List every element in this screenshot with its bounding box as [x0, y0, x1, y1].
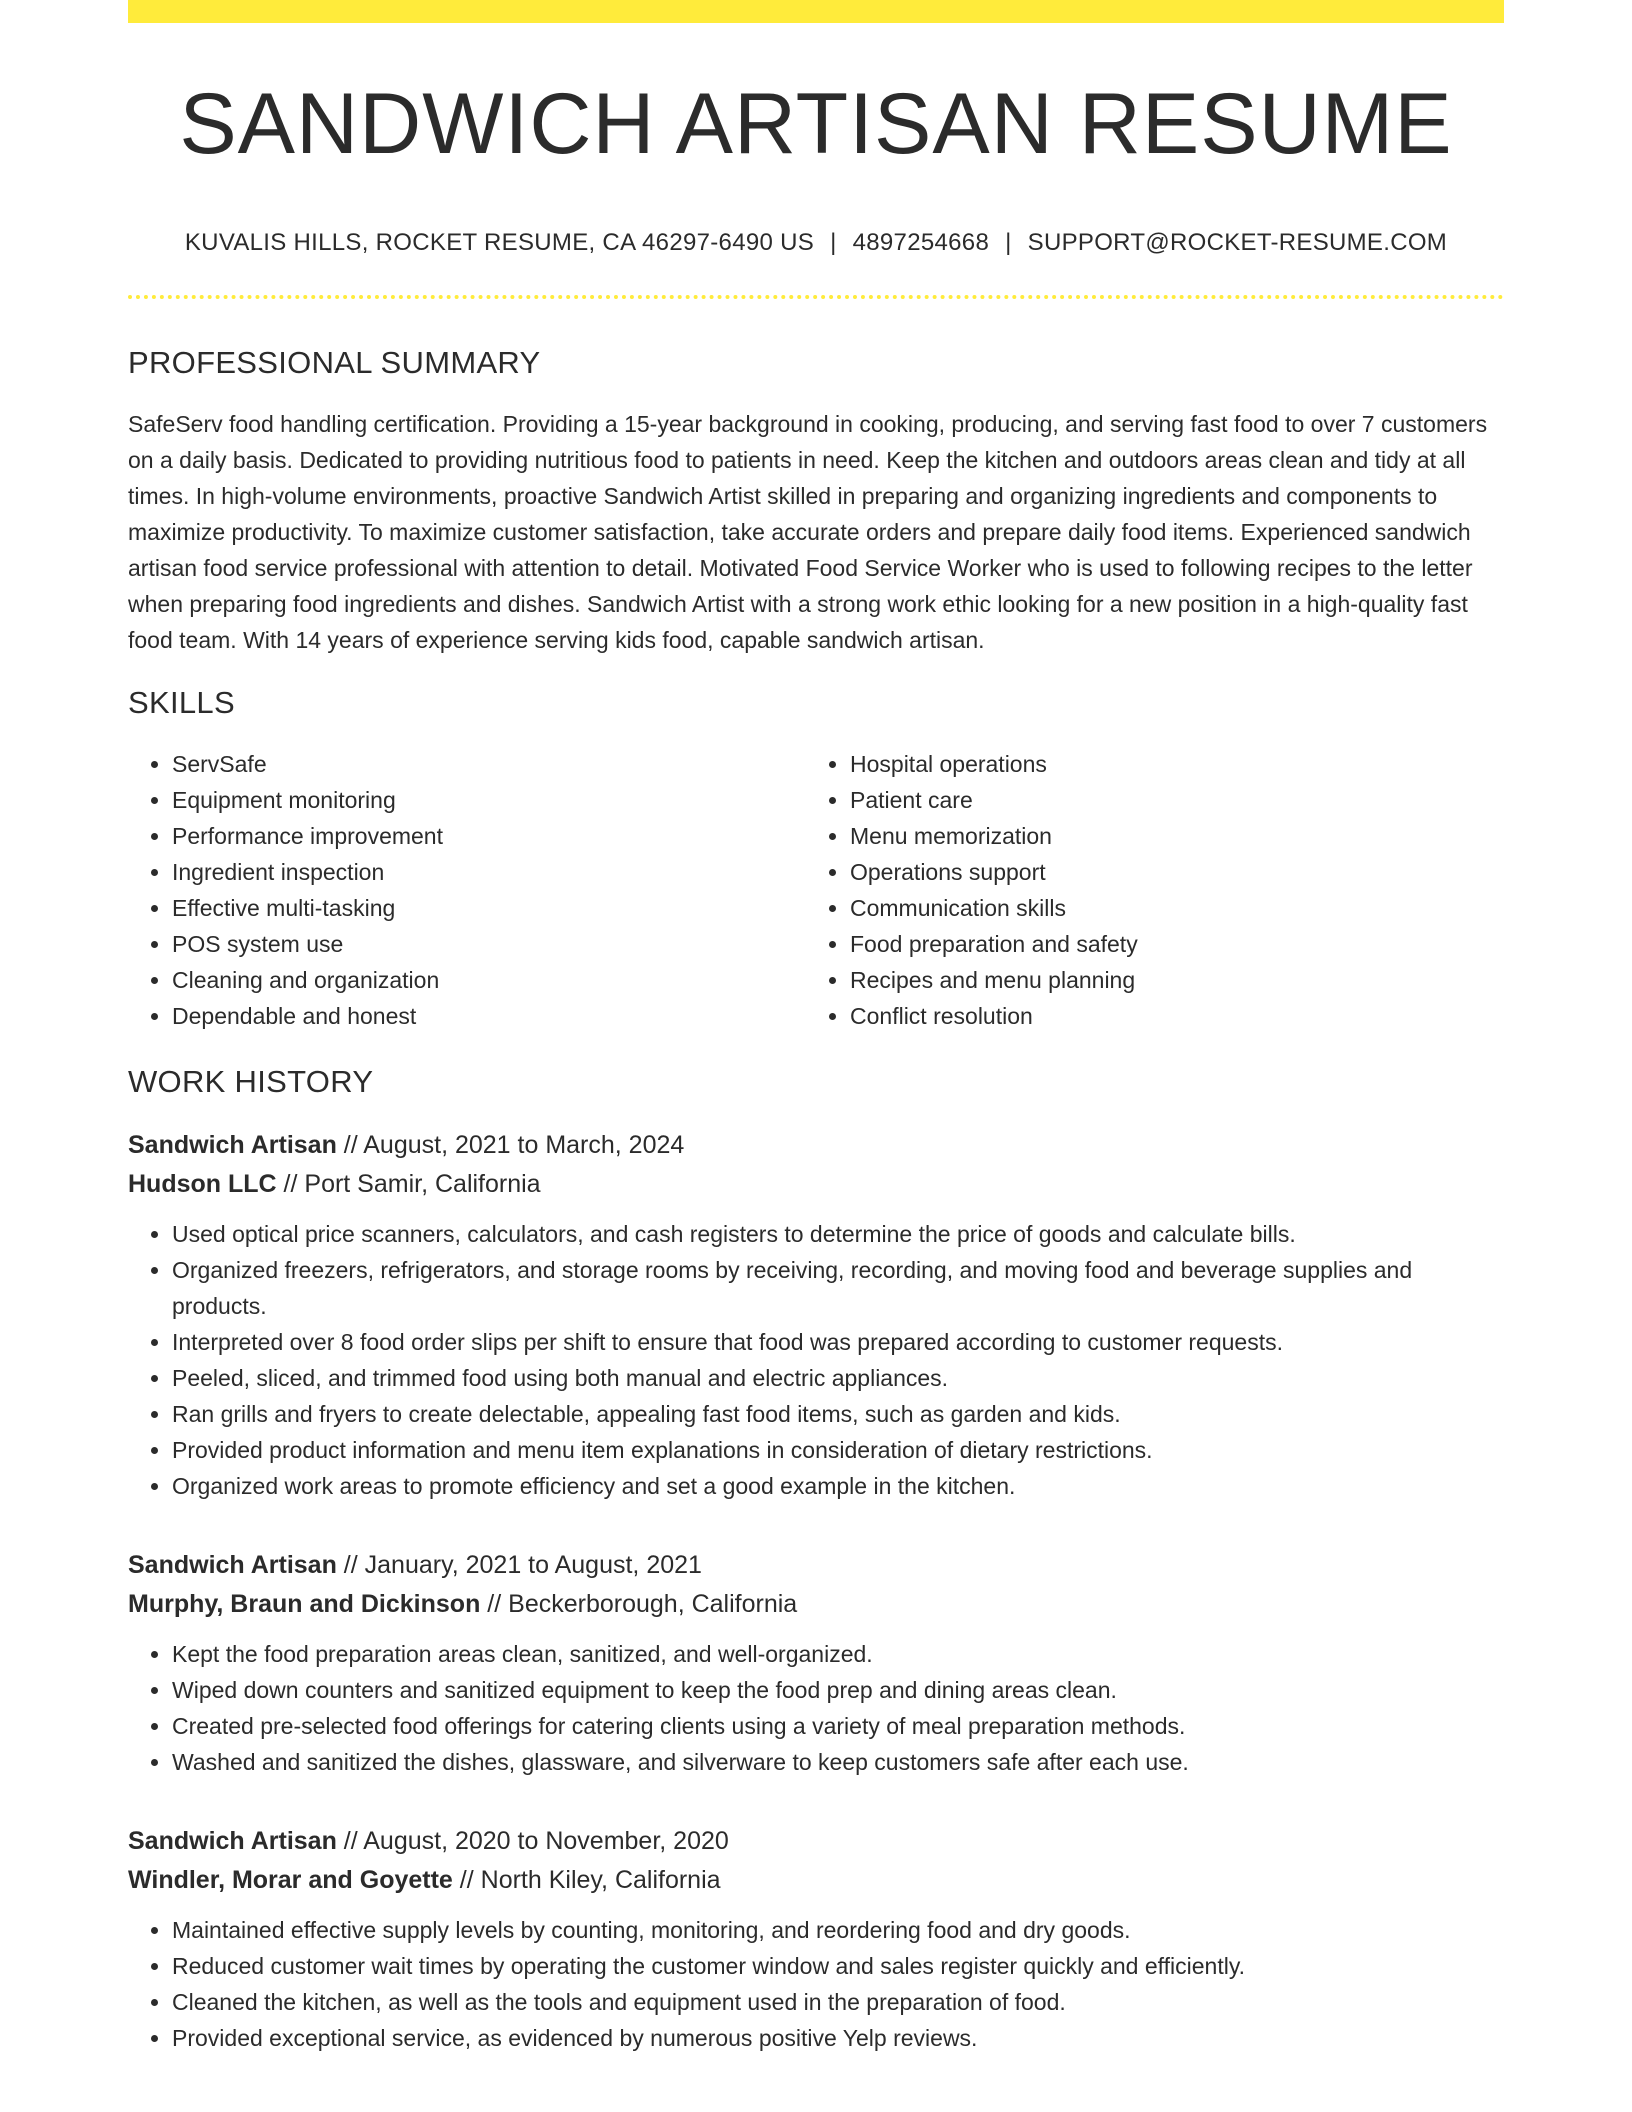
- resume-page: [128, 0, 1504, 2056]
- job-bullet: • Created pre-selected food offerings for catering clients using a variety of meal preparation methods.: [172, 1708, 1504, 1744]
- job-company: Murphy, Braun and Dickinson: [128, 1590, 481, 1618]
- job-bullet: • Interpreted over 8 food order slips per shift to ensure that food was prepared according to customer requests.: [172, 1324, 1504, 1360]
- contact-separator: |: [830, 229, 837, 256]
- skills-column-right: [806, 746, 1484, 1034]
- job-company-line: [128, 1165, 1504, 1204]
- job-bullet: • Provided exceptional service, as evidenced by numerous positive Yelp reviews.: [172, 2020, 1504, 2056]
- resume-title: SANDWICH ARTISAN RESUME: [179, 76, 1453, 172]
- job-bullet: • Peeled, sliced, and trimmed food using both manual and electric appliances.: [172, 1360, 1504, 1396]
- skill-item: • Performance improvement: [172, 818, 806, 854]
- job-bullet: • Kept the food preparation areas clean, sanitized, and well-organized.: [172, 1636, 1504, 1672]
- job-location: Port Samir, California: [304, 1170, 541, 1198]
- skill-item: • Ingredient inspection: [172, 854, 806, 890]
- job-bullet: • Maintained effective supply levels by counting, monitoring, and reordering food and dry goods.: [172, 1912, 1504, 1948]
- contact-email: SUPPORT@ROCKET-RESUME.COM: [1027, 229, 1448, 256]
- skill-item: • Communication skills: [850, 890, 1484, 926]
- skill-item: • Hospital operations: [850, 746, 1484, 782]
- skills-list: [128, 746, 1504, 1034]
- job-role: Sandwich Artisan: [128, 1827, 337, 1855]
- job-entry: [128, 1126, 1504, 1504]
- job-bullets: [128, 1216, 1504, 1504]
- job-role: Sandwich Artisan: [128, 1131, 337, 1159]
- job-bullets: [128, 1912, 1504, 2056]
- job-dates: August, 2020 to November, 2020: [363, 1827, 729, 1855]
- skill-item: • Food preparation and safety: [850, 926, 1484, 962]
- skill-item: • Effective multi-tasking: [172, 890, 806, 926]
- skill-item: • ServSafe: [172, 746, 806, 782]
- job-bullet: • Washed and sanitized the dishes, glassware, and silverware to keep customers safe after each use.: [172, 1744, 1504, 1780]
- job-entry: [128, 1546, 1504, 1780]
- job-dates: January, 2021 to August, 2021: [364, 1551, 702, 1579]
- job-bullet: • Organized work areas to promote efficiency and set a good example in the kitchen.: [172, 1468, 1504, 1504]
- job-divider: //: [336, 1827, 364, 1855]
- dotted-divider: [128, 295, 1504, 299]
- summary-heading: PROFESSIONAL SUMMARY: [128, 345, 541, 380]
- job-bullet: • Cleaned the kitchen, as well as the tools and equipment used in the preparation of food.: [172, 1984, 1504, 2020]
- job-bullet: • Organized freezers, refrigerators, and storage rooms by receiving, recording, and moving food and beverage supplies and products.: [172, 1252, 1504, 1324]
- skills-heading: SKILLS: [128, 685, 235, 720]
- job-dates: August, 2021 to March, 2024: [363, 1131, 685, 1159]
- skill-item: • Conflict resolution: [850, 998, 1484, 1034]
- skill-item: • Operations support: [850, 854, 1484, 890]
- job-location: North Kiley, California: [480, 1866, 721, 1894]
- job-company: Hudson LLC: [128, 1170, 277, 1198]
- skill-item: • POS system use: [172, 926, 806, 962]
- skill-item: • Recipes and menu planning: [850, 962, 1484, 998]
- contact-phone: 4897254668: [852, 229, 990, 256]
- job-role: Sandwich Artisan: [128, 1551, 337, 1579]
- contact-address: KUVALIS HILLS, ROCKET RESUME, CA 46297-6490 US: [184, 229, 815, 256]
- job-bullet: • Used optical price scanners, calculators, and cash registers to determine the price of goods and calculate bills.: [172, 1216, 1504, 1252]
- contact-separator: |: [1005, 229, 1012, 256]
- job-bullet: • Ran grills and fryers to create delectable, appealing fast food items, such as garden and kids.: [172, 1396, 1504, 1432]
- job-divider: //: [480, 1590, 509, 1618]
- job-company-line: [128, 1585, 1504, 1624]
- skill-item: • Patient care: [850, 782, 1484, 818]
- job-bullet: • Provided product information and menu item explanations in consideration of dietary restrictions.: [172, 1432, 1504, 1468]
- job-entry: [128, 1822, 1504, 2056]
- accent-top-bar: [128, 0, 1504, 23]
- job-title-line: [128, 1822, 1504, 1861]
- job-company: Windler, Morar and Goyette: [128, 1866, 453, 1894]
- summary-text: SafeServ food handling certification. Providing a 15-year background in cooking, producing, and serving fast food to over 7 customers on a daily basis. Dedicated to providing nutritious food to patients in need. Keep the kitchen and outdoors areas clean and tidy at all times. In high-volume environments, proactive Sandwich Artist skilled in preparing and organizing ingredients and components to maximize productivity. To maximize customer satisfaction, take accurate orders and prepare daily food items. Experienced sandwich artisan food service professional with attention to detail. Motivated Food Service Worker who is used to following recipes to the letter when preparing food ingredients and dishes. Sandwich Artist with a strong work ethic looking for a new position in a high-quality fast food team. With 14 years of experience serving kids food, capable sandwich artisan.: [128, 411, 1488, 653]
- contact-line: [128, 229, 1504, 257]
- job-divider: //: [276, 1170, 305, 1198]
- job-bullet: • Wiped down counters and sanitized equipment to keep the food prep and dining areas clean.: [172, 1672, 1504, 1708]
- job-company-line: [128, 1861, 1504, 1900]
- job-divider: //: [336, 1551, 365, 1579]
- work-history-list: [128, 1126, 1504, 2056]
- skill-item: • Menu memorization: [850, 818, 1484, 854]
- skill-item: • Dependable and honest: [172, 998, 806, 1034]
- job-bullets: [128, 1636, 1504, 1780]
- skill-item: • Equipment monitoring: [172, 782, 806, 818]
- skill-item: • Cleaning and organization: [172, 962, 806, 998]
- job-divider: //: [452, 1866, 481, 1894]
- skills-column-left: [128, 746, 806, 1034]
- job-title-line: [128, 1126, 1504, 1165]
- work-history-heading: WORK HISTORY: [128, 1064, 374, 1099]
- job-divider: //: [336, 1131, 364, 1159]
- job-title-line: [128, 1546, 1504, 1585]
- job-location: Beckerborough, California: [508, 1590, 798, 1618]
- job-bullet: • Reduced customer wait times by operating the customer window and sales register quickly and efficiently.: [172, 1948, 1504, 1984]
